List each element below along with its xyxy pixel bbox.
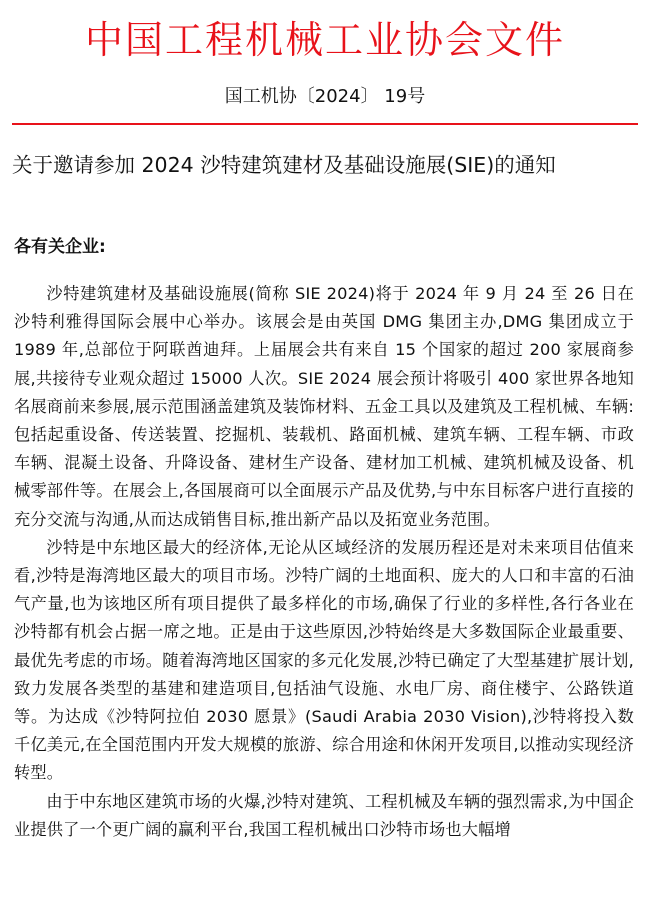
body-paragraph-3: 由于中东地区建筑市场的火爆,沙特对建筑、工程机械及车辆的强烈需求,为中国企业提供了一个更广阔的赢利平台,我国工程机械出口沙特市场也大幅增 — [14, 791, 634, 839]
header-divider-rule — [12, 123, 638, 125]
salutation: 各有关企业: — [14, 237, 106, 257]
notice-title: 关于邀请参加 2024 沙特建筑建材及基础设施展(SIE)的通知 — [12, 153, 556, 177]
document-number: 国工机协〔2024〕 19号 — [224, 86, 426, 107]
notice-body — [14, 280, 634, 844]
body-paragraph-1: 沙特建筑建材及基础设施展(简称 SIE 2024)将于 2024 年 9 月 24 至 26 日在沙特利雅得国际会展中心举办。该展会是由英国 DMG 集团主办,DMG 集团成立于 1989 年,总部位于阿联酋迪拜。上届展会共有来自 15 个国家的超过 200 家展商参展,共接待专业观众超过 15000 人次。SIE 2024 展会预计将吸引 400 家世界各地知名展商前来参展,展示范围涵盖建筑及装饰材料、五金工具以及建筑及工程机械、车辆:包括起重设备、传送装置、挖掘机、装载机、路面机械、建筑车辆、工程车辆、市政车辆、混凝土设备、升降设备、建材生产设备、建材加工机械、建筑机械及设备、机械零部件等。在展会上,各国展商可以全面展示产品及优势,与中东目标客户进行直接的充分交流与沟通,从而达成销售目标,推出新产品以及拓宽业务范围。 — [14, 284, 634, 529]
org-document-header: 中国工程机械工业协会文件 — [84, 18, 565, 62]
body-paragraph-2: 沙特是中东地区最大的经济体,无论从区域经济的发展历程还是对未来项目估值来看,沙特是海湾地区最大的项目市场。沙特广阔的土地面积、庞大的人口和丰富的石油气产量,也为该地区所有项目提供了最多样化的市场,确保了行业的多样性,各行各业在沙特都有机会占据一席之地。正是由于这些原因,沙特始终是大多数国际企业最重要、最优先考虑的市场。随着海湾地区国家的多元化发展,沙特已确定了大型基建扩展计划,致力发展各类型的基建和建造项目,包括油气设施、水电厂房、商住楼宇、公路铁道等。为达成《沙特阿拉伯 2030 愿景》(Saudi Arabia 2030 Vision),沙特将投入数千亿美元,在全国范围内开发大规模的旅游、综合用途和休闲开发项目,以推动实现经济转型。 — [14, 537, 634, 783]
